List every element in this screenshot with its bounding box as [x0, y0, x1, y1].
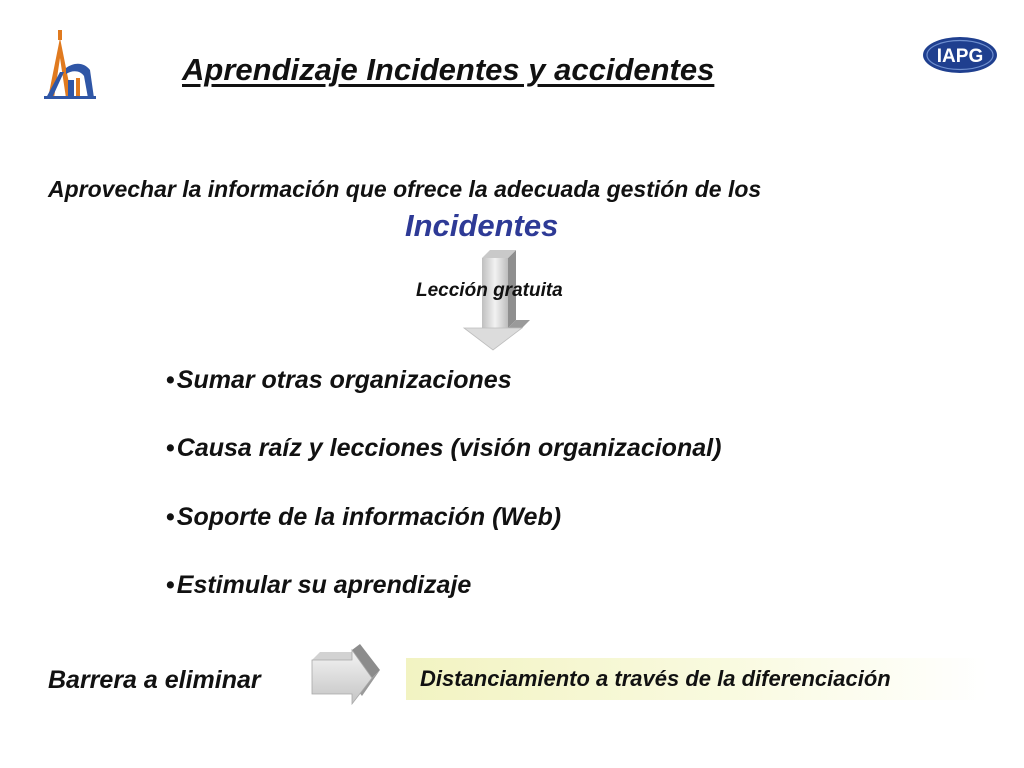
intro-text: Aprovechar la información que ofrece la adecuada gestión de los — [48, 176, 762, 202]
bullet-mark: • — [166, 434, 175, 462]
bullet-item — [166, 366, 512, 395]
bullet-mark: • — [166, 503, 175, 531]
bullet-item — [166, 434, 721, 463]
iapg-logo-text: IAPG — [936, 46, 984, 67]
oil-rig-logo-icon — [44, 28, 96, 100]
bullet-text: Estimular su aprendizaje — [176, 571, 472, 599]
bullet-text: Causa raíz y lecciones (visión organizacional) — [176, 434, 722, 462]
page-title: Aprendizaje Incidentes y accidentes — [182, 52, 715, 87]
bullet-mark: • — [166, 366, 175, 394]
bullet-mark: • — [166, 571, 175, 599]
barrier-label: Barrera a eliminar — [48, 666, 261, 694]
bullet-item — [166, 503, 561, 532]
bullet-text: Sumar otras organizaciones — [176, 366, 512, 394]
barrier-box — [406, 658, 988, 700]
iapg-logo-icon — [922, 36, 998, 74]
incidents-keyword: Incidentes — [405, 208, 559, 243]
bullet-text: Soporte de la información (Web) — [176, 503, 562, 531]
arrow-label: Lección gratuita — [416, 280, 563, 301]
bullet-item — [166, 571, 471, 600]
right-arrow-icon — [310, 644, 382, 706]
barrier-text: Distanciamiento a través de la diferenciación — [420, 666, 891, 691]
